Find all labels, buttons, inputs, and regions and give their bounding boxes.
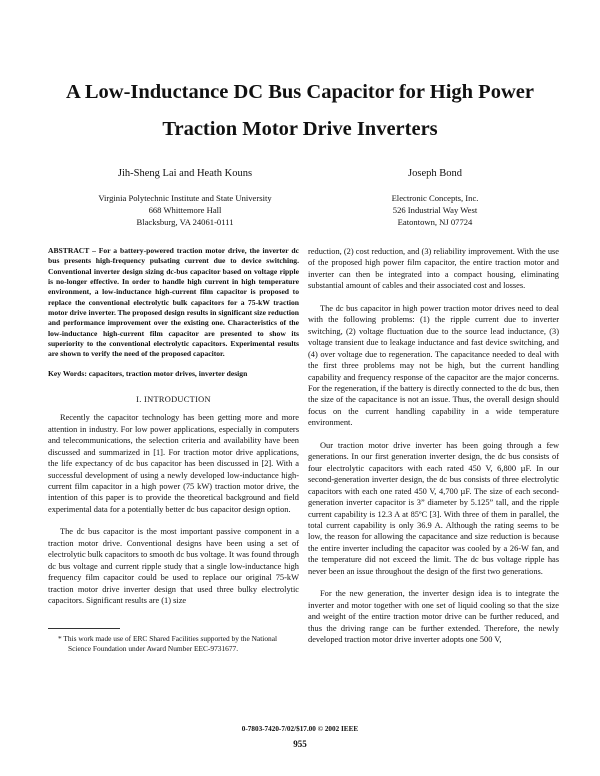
page-number: 955 <box>293 739 307 749</box>
body-paragraph: Recently the capacitor technology has been getting more and more attention in industry. For low power applications, especially in computers and telecommunications, the selection criteria and availability have been discussed and summarized in [1]. For traction motor drive applications, the life expectancy of dc bus capacitor has been discussed in [2]. With a successful development of using a newly developed low-inductance high-current film capacitor in a high power (75 kW) traction motor drive, the intention of this paper is to provide the theoretical background and field experimental data for a potentially better dc bus capacitor design option. <box>48 413 299 514</box>
keywords: Key Words: capacitors, traction motor drives, inverter design <box>48 368 248 378</box>
left-column <box>48 246 299 653</box>
right-column <box>308 246 559 646</box>
author-address-line: 668 Whittemore Hall <box>148 205 222 215</box>
body-paragraph: For the new generation, the inverter design idea is to integrate the inverter and motor together with one set of liquid cooling so that the size and weight of the entire traction motor drive can be further reduced, and thus the driving range can be further extended. Therefore, the newly developed traction motor drive inverter adopts one 500 V, <box>308 589 559 645</box>
author-affiliation: Virginia Polytechnic Institute and State University <box>98 193 272 203</box>
abstract: ABSTRACT – For a battery-powered traction motor drive, the inverter dc bus presents high-frequency pulsating current due to device switching. Conventional inverter design sizing dc-bus capacitor based on voltage ripple is no-longer effective. In order to handle high current in high temperature environment, a low-inductance high-current film capacitor is proposed to replace the conventional electrolytic bulk capacitors for a 75-kW traction motor drive inverter. The proposed design results in significant size reduction and performance improvement over the existing one. Characteristics of the low-inductance high-current film capacitor are presented to show its superiority to the conventional electrolytic capacitors. Experimental results are shown to verify the need of the proposed capacitor. <box>48 246 299 359</box>
author-block-left <box>60 167 310 228</box>
author-address-line: Blacksburg, VA 24061-0111 <box>136 217 234 227</box>
author-block-right <box>355 167 515 228</box>
footnote-divider <box>48 628 120 629</box>
author-affiliation: Electronic Concepts, Inc. <box>391 193 479 203</box>
body-paragraph: The dc bus capacitor is the most important passive component in a traction motor drive. Conventional designs have been using a set of electrolytic bulk capacitors to smooth dc bus voltage. It was found through dc bus voltage and current ripple study that a single low-inductance high frequency film capacitor could be used to replace our original 75-kW traction motor drive inverter design that used three bulky electrolytic capacitors. Significant results are (1) size <box>48 527 299 606</box>
body-paragraph: Our traction motor drive inverter has been going through a few generations. In our first generation inverter design, the dc bus consists of four electrolytic capacitors with each rated 450 V, 6,800 µF. In our second-generation inverter design, the dc bus consists of three electrolytic capacitors with each one rated 450 V, 4,700 µF. The size of each second-generation inverter capacitor is 3” diameter by 5.125” tall, and the ripple current capability is 12.3 A at 85ºC [3]. With three of them in parallel, the total current capability is only 36.9 A. Although the rating seems to be low, the reason for allowing the capacitance and size reduction is because the entire inverter including the capacitor was cooled by a 26-W fan, and the temperature did not exceed the limit. The dc bus voltage ripple has never been an issue throughout the design of the first two generations. <box>308 440 559 576</box>
body-paragraph: reduction, (2) cost reduction, and (3) reliability improvement. With the use of the proposed high power film capacitor, the entire traction motor and inverter can then be integrated into a compact housing, eliminating substantial amount of cables and their associated cost and losses. <box>308 247 559 291</box>
body-paragraph: The dc bus capacitor in high power traction motor drives need to deal with the following problems: (1) the ripple current due to inverter switching, (2) voltage fluctuation due to the source lead inductance, (3) voltage transient due to leakage inductance and fast device switching, and (4) over voltage due to regeneration. The capacitance needed to deal with the first three problems may not be high, but the current handling capability and frequency response of the capacitor are the major concerns. For the regeneration, if the battery is directly connected to the dc bus, then the size of the capacitance is not an issue. Thus, the overall design should focus on the current handling capability in a wide temperature environment. <box>308 303 559 428</box>
author-names: Jih-Sheng Lai and Heath Kouns <box>117 168 253 179</box>
section-heading: I. INTRODUCTION <box>136 395 211 405</box>
copyright-line: 0-7803-7420-7/02/$17.00 © 2002 IEEE <box>241 725 359 733</box>
author-address-line: Eatontown, NJ 07724 <box>397 217 473 227</box>
paper-title: A Low-Inductance DC Bus Capacitor for High Power Traction Motor Drive Inverters <box>66 81 534 140</box>
footnote: * This work made use of ERC Shared Facilities supported by the National Science Foundation under Award Number EEC-9731677. <box>58 634 278 653</box>
author-names: Joseph Bond <box>408 168 462 179</box>
author-address-line: 526 Industrial Way West <box>392 205 478 215</box>
